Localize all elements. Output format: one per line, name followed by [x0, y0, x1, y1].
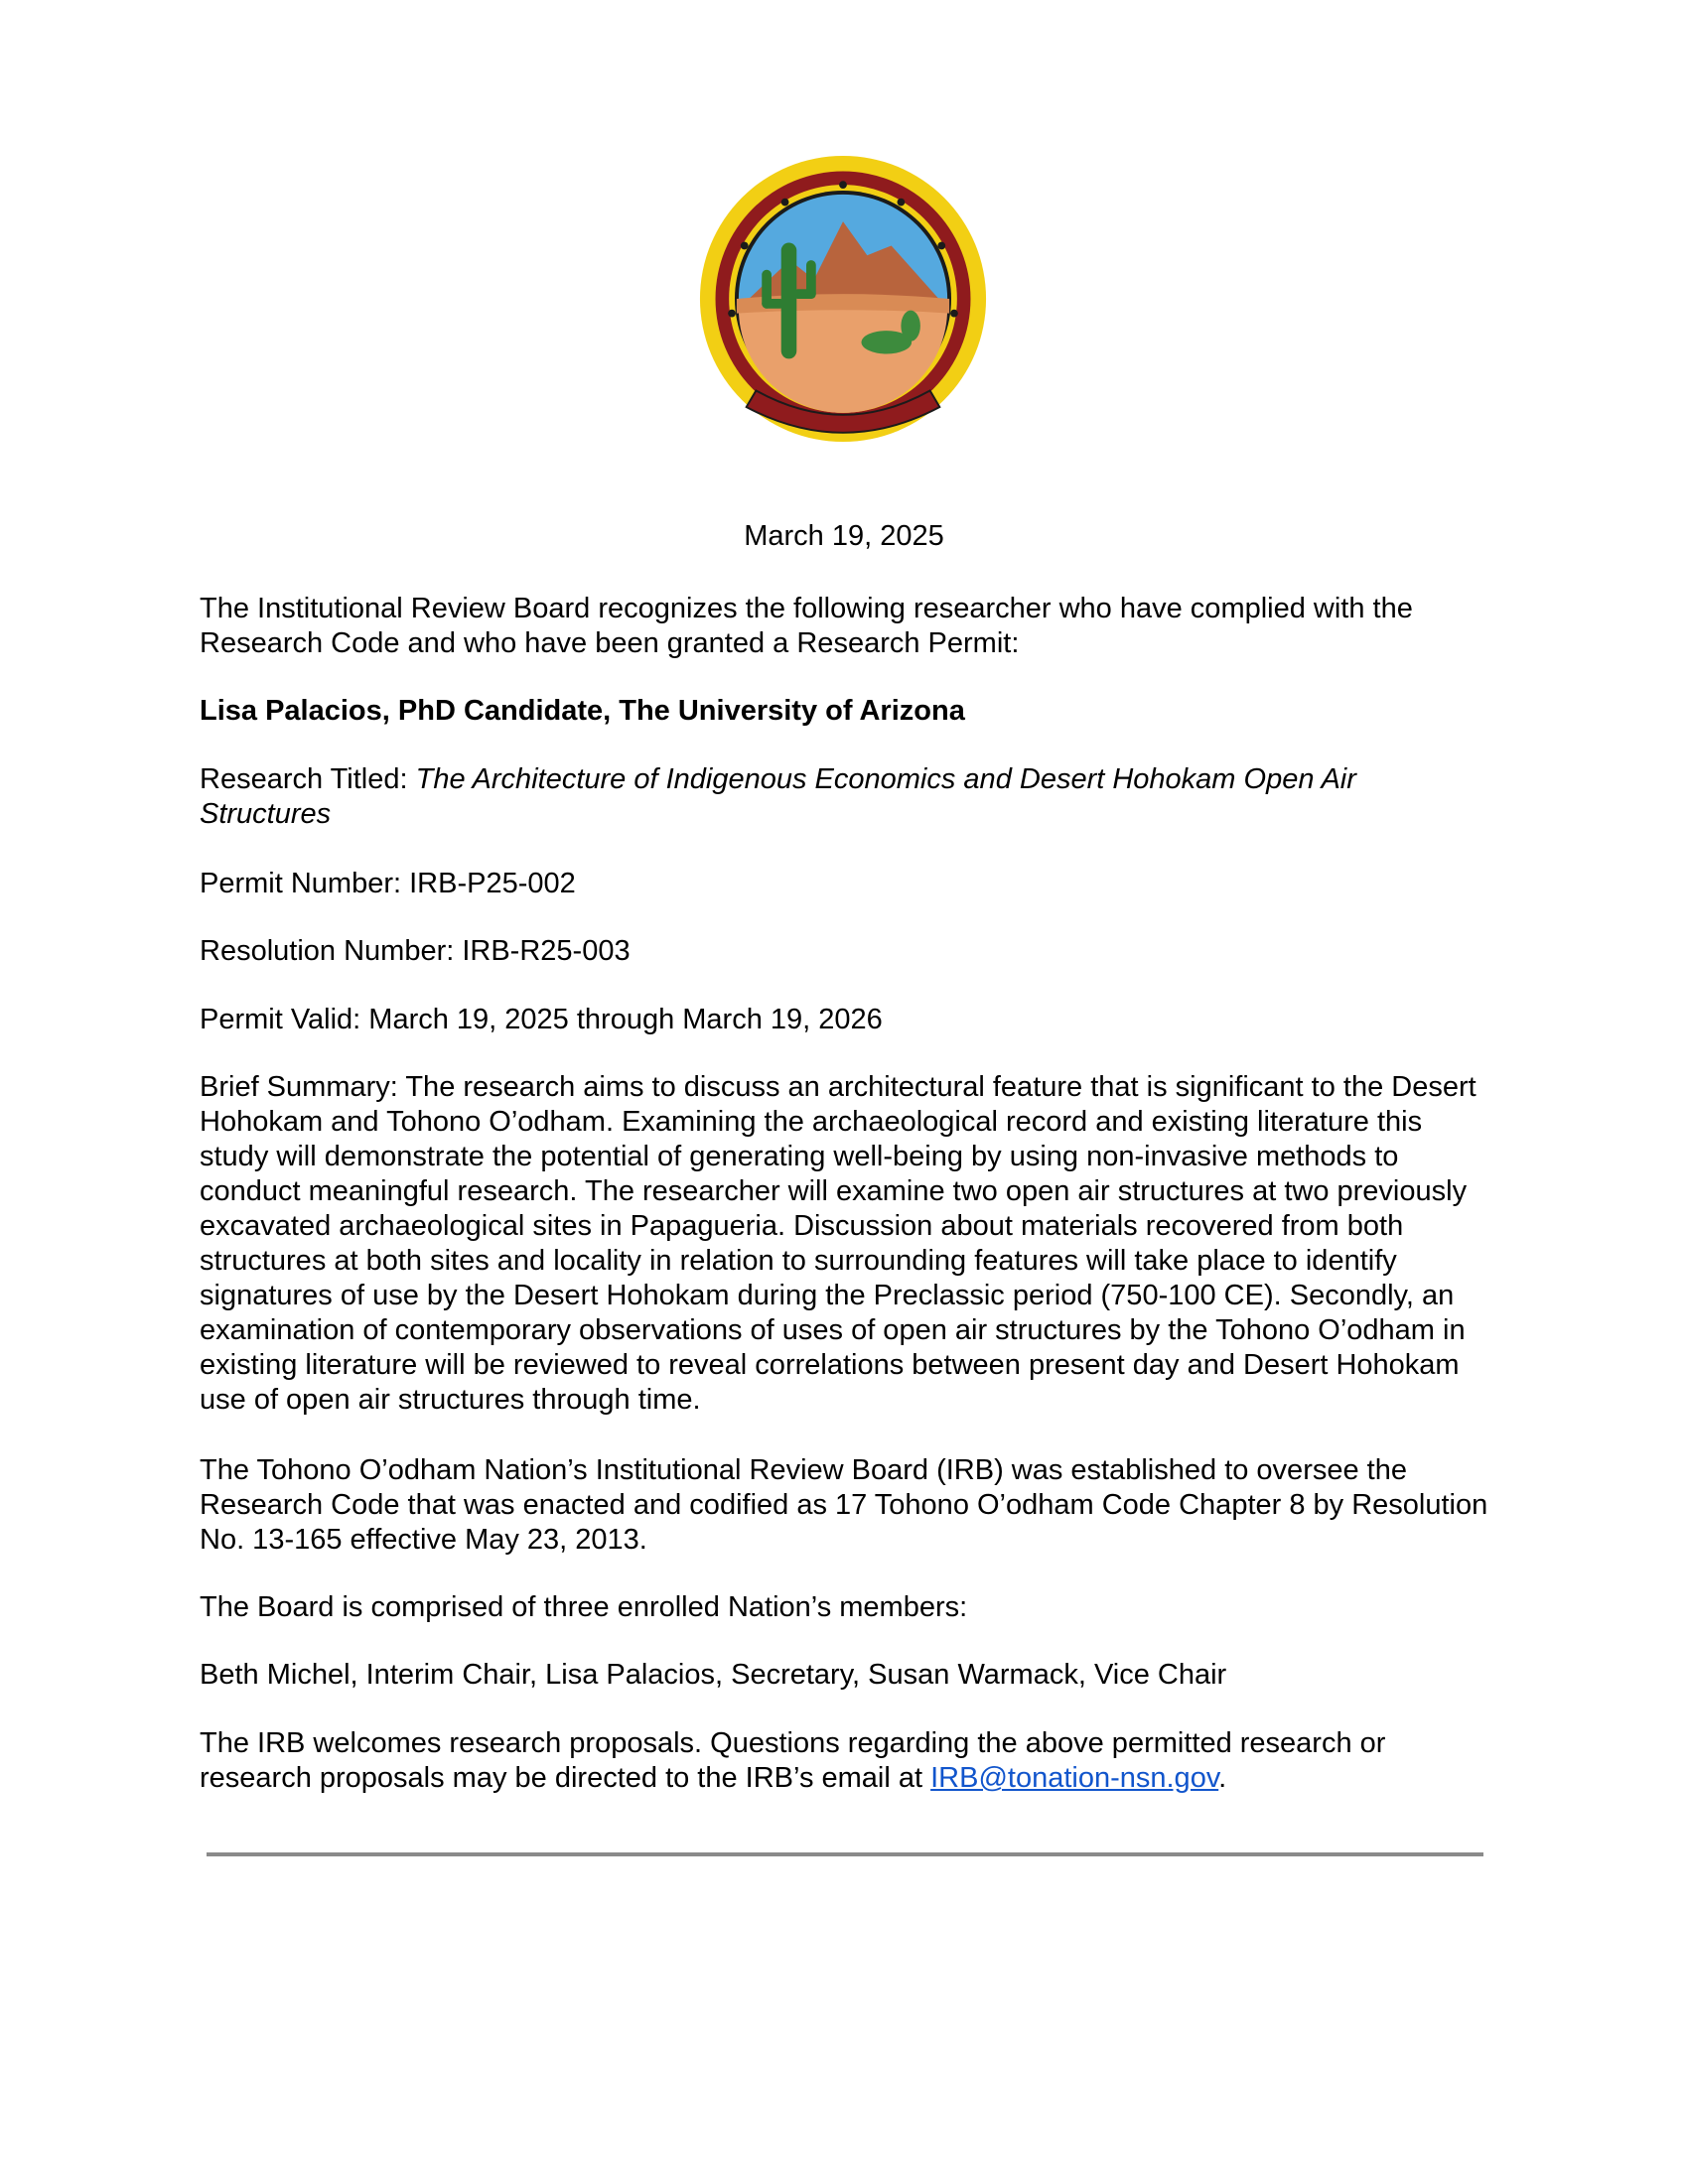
board-members: Beth Michel, Interim Chair, Lisa Palacios, Secretary, Susan Warmack, Vice Chair	[200, 1659, 1227, 1691]
board-intro: The Board is comprised of three enrolled Nation’s members:	[200, 1591, 968, 1623]
research-title-text: The Architecture of Indigenous Economics and Desert Hohokam Open Air Structures	[200, 763, 1356, 830]
welcome-text: The IRB welcomes research proposals. Questions regarding the above permitted research or research proposals may be directed to the IRB’s email at	[200, 1727, 1386, 1794]
intro-paragraph: The Institutional Review Board recognizes the following researcher who have complied with the Research Code and who have been granted a Research Permit:	[200, 593, 1413, 659]
research-title-label: Research Titled:	[200, 763, 416, 795]
irb-established-paragraph: The Tohono O’odham Nation’s Institutional Review Board (IRB) was established to oversee the Research Code that was enacted and codified as 17 Tohono O’odham Code Chapter 8 by Resolution No. 13-165 effective May 23, 2013.	[200, 1454, 1488, 1556]
letter-date: March 19, 2025	[744, 520, 944, 552]
welcome-period: .	[1218, 1762, 1227, 1794]
resolution-number: Resolution Number: IRB-R25-003	[200, 935, 631, 967]
welcome-paragraph	[200, 1726, 1490, 1796]
horizontal-rule	[207, 1852, 1483, 1856]
research-title	[200, 762, 1490, 832]
permit-valid: Permit Valid: March 19, 2025 through March 19, 2026	[200, 1004, 883, 1035]
tohono-oodham-nation-seal	[698, 154, 988, 444]
permit-number: Permit Number: IRB-P25-002	[200, 868, 576, 899]
researcher-name: Lisa Palacios, PhD Candidate, The University of Arizona	[200, 695, 965, 727]
irb-email-link[interactable]: IRB@tonation-nsn.gov	[930, 1762, 1219, 1794]
brief-summary: Brief Summary: The research aims to discuss an architectural feature that is significant to the Desert Hohokam and Tohono O’odham. Examining the archaeological record and existing literature this study will demonstrate the potential of generating well-being by using non-invasive methods to conduct meaningful research. The researcher will examine two open air structures at two previously excavated archaeological sites in Papagueria. Discussion about materials recovered from both structures at both sites and locality in relation to surrounding features will take place to identify signatures of use by the Desert Hohokam during the Preclassic period (750-100 CE). Secondly, an examination of contemporary observations of uses of open air structures by the Tohono O’odham in existing literature will be reviewed to reveal correlations between present day and Desert Hohokam use of open air structures through time.	[200, 1071, 1477, 1416]
